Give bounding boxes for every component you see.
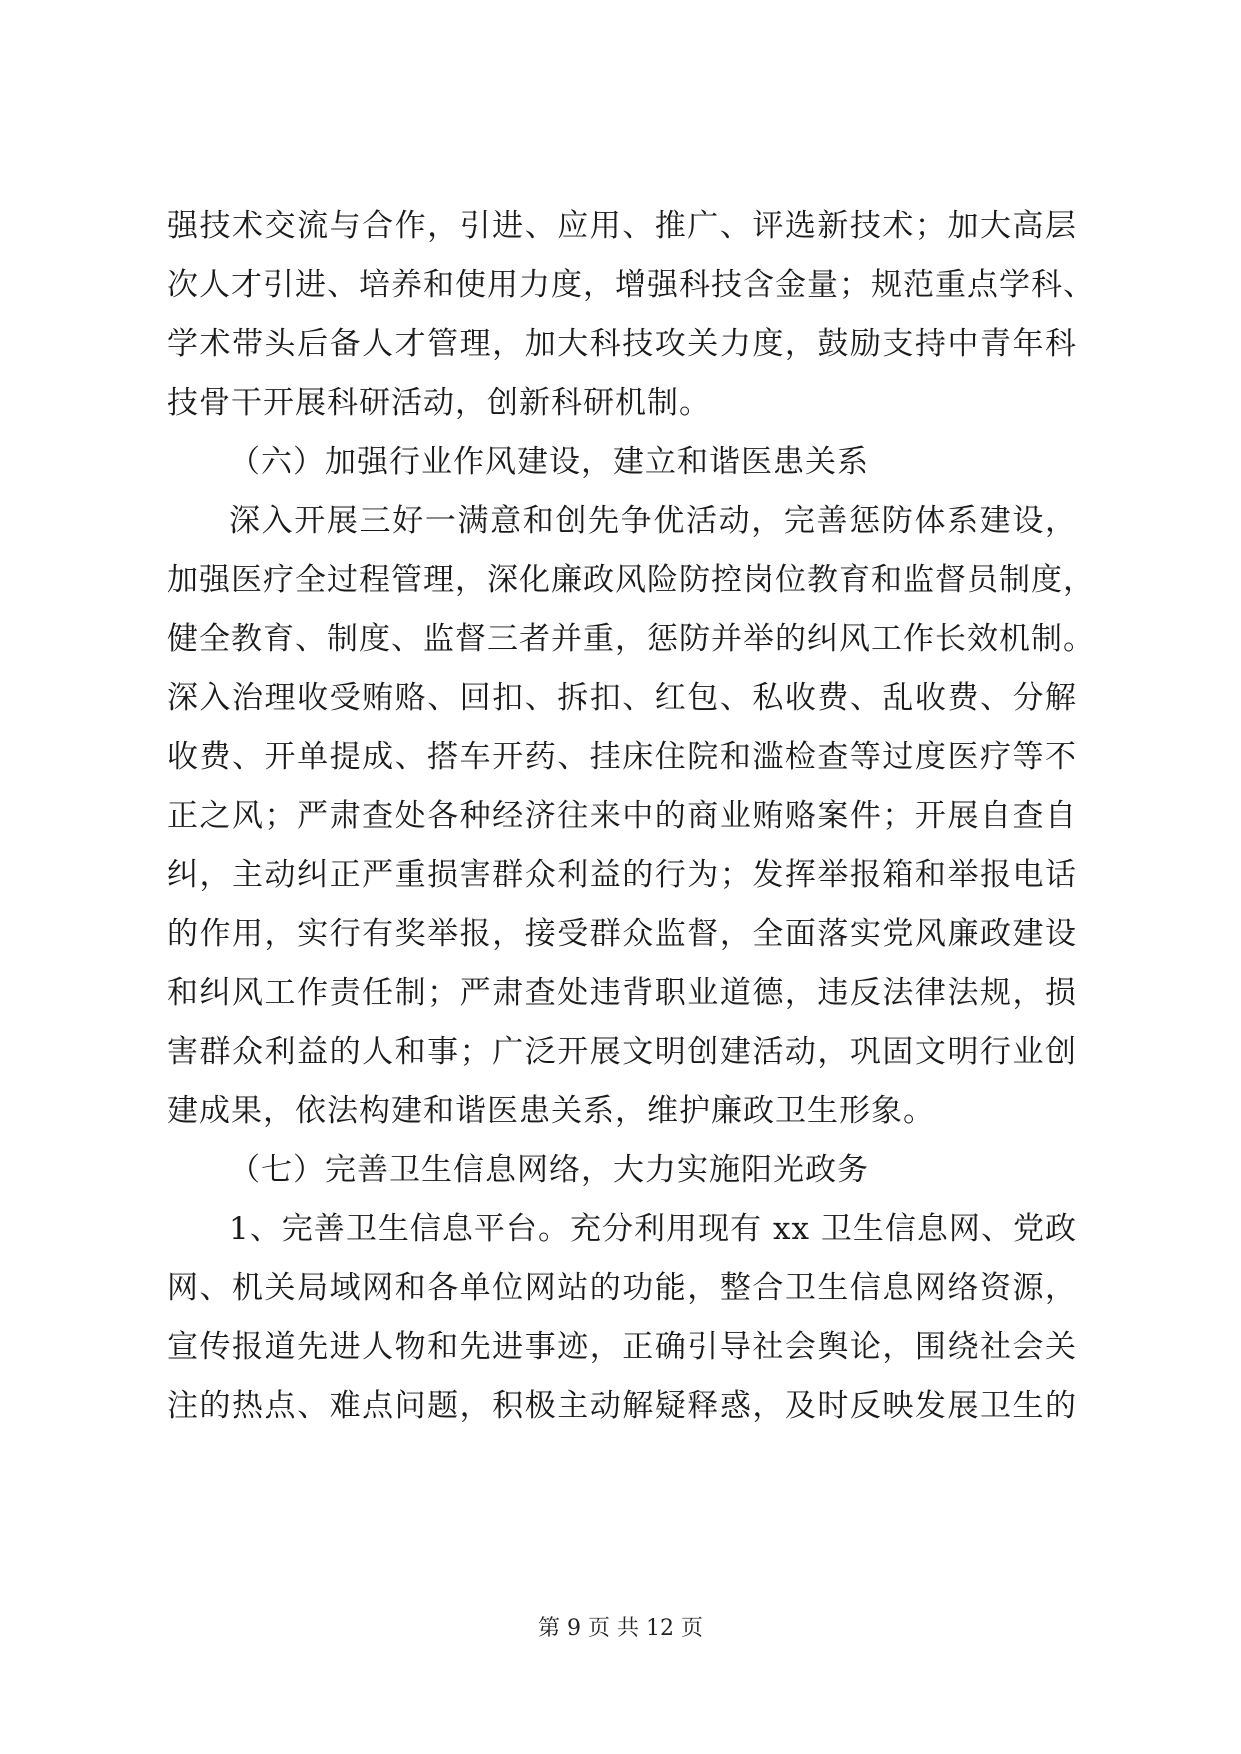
body-line-10: 收费、开单提成、搭车开药、挂床住院和滥检查等过度医疗等不 (167, 739, 1077, 775)
body-line-9: 深入治理收受贿赂、回扣、拆扣、红包、私收费、乱收费、分解 (167, 680, 1077, 716)
body-line-15: 害群众利益的人和事；广泛开展文明创建活动，巩固文明行业创 (167, 1034, 1077, 1070)
body-line-18: 1、完善卫生信息平台。充分利用现有 xx 卫生信息网、党政 (229, 1211, 1077, 1247)
body-line-16: 建成果，依法构建和谐医患关系，维护廉政卫生形象。 (167, 1093, 935, 1129)
body-line-7: 加强医疗全过程管理，深化廉政风险防控岗位教育和监督员制度， (167, 562, 1095, 598)
body-line-1: 强技术交流与合作，引进、应用、推广、评选新技术；加大高层 (167, 208, 1077, 244)
body-line-6: 深入开展三好一满意和创先争优活动，完善惩防体系建设， (229, 503, 1077, 539)
page-number-footer: 第 9 页 共 12 页 (538, 1616, 703, 1641)
section-heading-6: （六）加强行业作风建设，建立和谐医患关系 (229, 444, 869, 480)
body-line-11: 正之风；严肃查处各种经济往来中的商业贿赂案件；开展自查自 (167, 798, 1077, 834)
body-line-4: 技骨干开展科研活动，创新科研机制。 (167, 385, 711, 421)
body-line-20: 宣传报道先进人物和先进事迹，正确引导社会舆论，围绕社会关 (167, 1329, 1077, 1365)
body-line-8: 健全教育、制度、监督三者并重，惩防并举的纠风工作长效机制。 (167, 621, 1095, 657)
body-line-14: 和纠风工作责任制；严肃查处违背职业道德，违反法律法规，损 (167, 975, 1077, 1011)
body-line-19: 网、机关局域网和各单位网站的功能，整合卫生信息网络资源， (167, 1270, 1077, 1306)
body-line-2: 次人才引进、培养和使用力度，增强科技含金量；规范重点学科、 (167, 267, 1095, 303)
body-line-12: 纠，主动纠正严重损害群众利益的行为；发挥举报箱和举报电话 (167, 857, 1077, 893)
section-heading-7: （七）完善卫生信息网络，大力实施阳光政务 (229, 1152, 869, 1188)
body-line-13: 的作用，实行有奖举报，接受群众监督，全面落实党风廉政建设 (167, 916, 1077, 952)
body-line-21: 注的热点、难点问题，积极主动解疑释惑，及时反映发展卫生的 (167, 1388, 1077, 1424)
body-line-3: 学术带头后备人才管理，加大科技攻关力度，鼓励支持中青年科 (167, 326, 1077, 362)
